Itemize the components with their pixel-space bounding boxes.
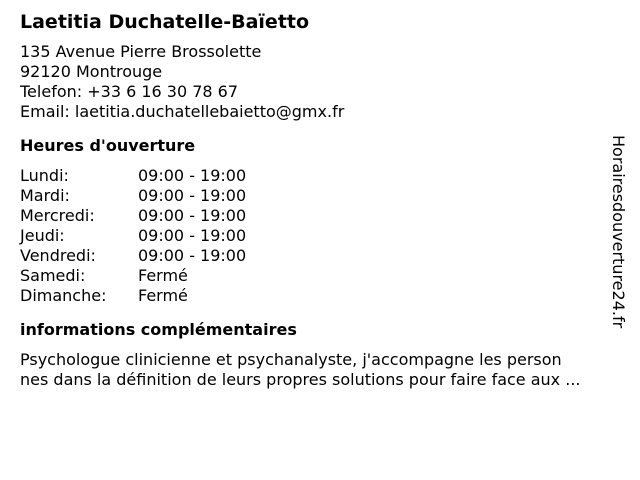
email-address: Email: laetitia.duchatellebaietto@gmx.fr (20, 102, 345, 121)
day-label: Dimanche: (20, 286, 107, 305)
day-label: Samedi: (20, 266, 86, 285)
day-hours: 09:00 - 19:00 (138, 166, 247, 185)
day-hours: Fermé (138, 286, 188, 305)
hours-row-wednesday (20, 206, 620, 226)
phone-number: Telefon: +33 6 16 30 78 67 (20, 82, 239, 101)
day-hours: 09:00 - 19:00 (138, 246, 247, 265)
hours-row-tuesday (20, 186, 620, 206)
hours-row-thursday (20, 226, 620, 246)
day-hours: 09:00 - 19:00 (138, 226, 247, 245)
day-label: Mardi: (20, 186, 70, 205)
hours-row-monday (20, 166, 620, 186)
day-label: Mercredi: (20, 206, 95, 225)
info-heading: informations complémentaires (20, 320, 297, 339)
address-street: 135 Avenue Pierre Brossolette (20, 42, 262, 61)
watermark (606, 135, 628, 345)
hours-row-saturday (20, 266, 620, 286)
day-hours: Fermé (138, 266, 188, 285)
day-label: Vendredi: (20, 246, 96, 265)
hours-heading: Heures d'ouverture (20, 136, 196, 155)
business-name: Laetitia Duchatelle-Baïetto (20, 11, 310, 33)
business-card (20, 10, 620, 390)
day-hours: 09:00 - 19:00 (138, 186, 247, 205)
info-line-2: nes dans la définition de leurs propres solutions pour faire face aux ... (20, 370, 581, 389)
hours-row-sunday (20, 286, 620, 306)
day-label: Jeudi: (20, 226, 65, 245)
watermark-text: Horairesdouverture24.fr (609, 135, 628, 329)
hours-row-friday (20, 246, 620, 266)
info-description (20, 350, 625, 390)
info-line-1: Psychologue clinicienne et psychanalyste, j'accompagne les person (20, 350, 562, 369)
hours-table (20, 166, 620, 306)
day-label: Lundi: (20, 166, 69, 185)
address-city: 92120 Montrouge (20, 62, 163, 81)
day-hours: 09:00 - 19:00 (138, 206, 247, 225)
